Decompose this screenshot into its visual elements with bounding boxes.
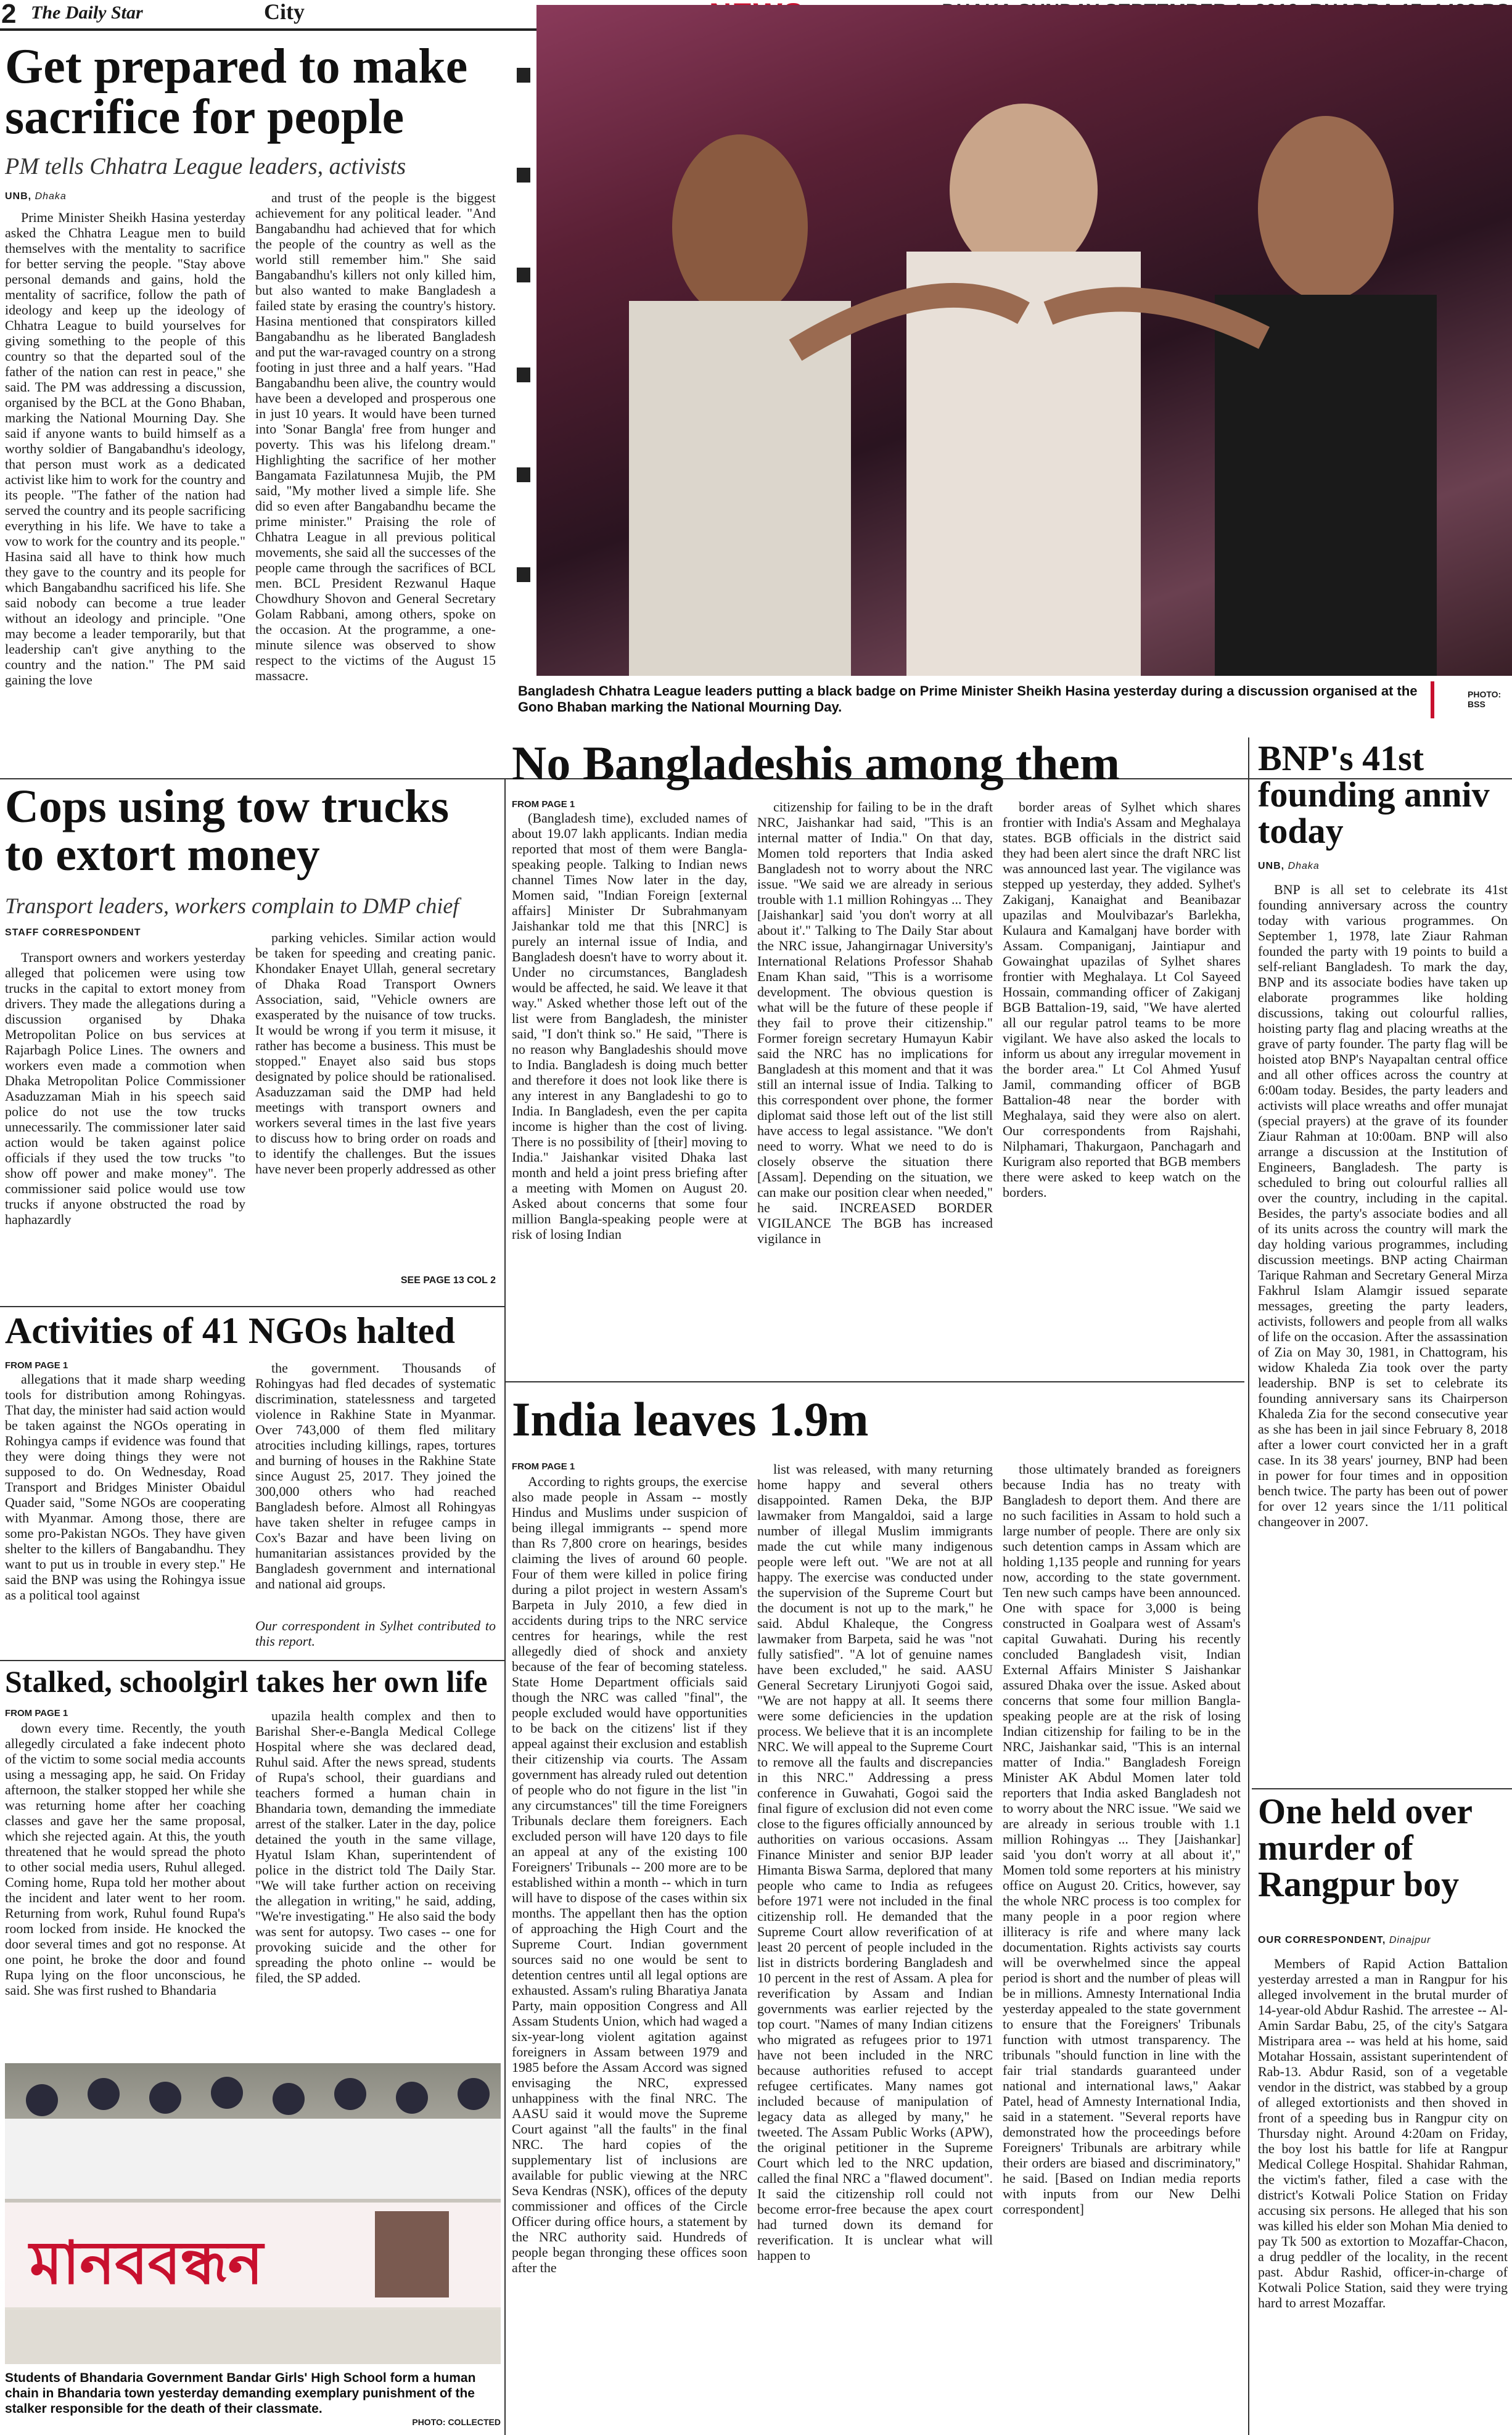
story5-col2: citizenship for failing to be in the draft NRC, Jaishankar had said, "This is an internal matter of India." On that day, Momen told reporters that India asked Bangladesh not to worry about the NRC issue. "We said we are already in serious trouble with 1.1 million Rohingyas ... They [Jaishankar] said 'you don't worry at all about it'." Talking to The Daily Star about the NRC issue, Jahangirnagar University's International Relations Professor Shahab Enam Khan said, "This is a worrisome development. The obvious question is what will be the future of these people if they fail to prove their citizenship." Former foreign secretary Humayun Kabir said the NRC has no implications for Bangladesh at this moment and that it was still an internal issue of India. Talking to this correspondent over phone, the former diplomat said those left out of the list still have access to legal assistance. "We don't need to worry. What we need to do is closely observe the situation there [Assam]. Depending on the situation, we can make our position clear when needed," he said. INCREASED BORDER VIGILANCE The BGB has increased vigilance in: [757, 799, 993, 1246]
story6-col3: those ultimately branded as foreigners because India has no treaty with Bangladesh to deport them. And there are no such facilities in Assam to hold such a large number of people. There are only six such detention camps in Assam which are holding 1,135 people and running for years now, according to the state government. Ten new such camps have been announced. One with space for 3,000 is being constructed in Goalpara west of Assam's capital Guwahati. During his recently concluded Bangladesh visit, Indian External Affairs Minister S Jaishankar assured Dhaka over the issue. Asked about concerns that some four million Bangla-speaking people are at the risk of losing Indian citizenship for failing to be in the NRC, Jaishankar said, "This is an internal matter of India." Bangladesh Foreign Minister AK Abdul Momen later told reporters that India asked Bangladesh not to worry about the NRC issue. "We said we are already in serious trouble with 1.1 million Rohingyas ... They [Jaishankar] said 'you don't worry at all about it'," Momen told some reporters at his ministry office on August 20. Critics, however, say the whole NRC process is too complex for many people in a poor region where illiteracy is rife and where many lack documentation. Rights activists say courts will be overwhelmed since the appeal period is short and the number of pleas will be in millions. Amnesty International India yesterday appealed to the state government to ensure that the Foreigners' Tribunals function with utmost transparency. The tribunals "should function in line with the fair trial standards guaranteed under national and international laws," Aakar Patel, head of Amnesty International India, said in a statement. "Several reports have demonstrated how the proceedings before Foreigners' Tribunals are arbitrary while their orders are biased and discriminatory," he said. [Based on Indian media reports with inputs from our New Delhi correspondent]: [1003, 1461, 1241, 2217]
decorative-bullets: [517, 68, 530, 667]
story7-body: BNP is all set to celebrate its 41st founding anniversary across the country today with various programmes. On September 1, 1978, late Ziaur Rahman founded the party with 19 points to build a self-reliant Bangladesh. To mark the day, BNP and its associate bodies have taken up elaborate programmes like holding discussions, taking out colourful rallies, hoisting party flag and placing wreaths at the grave of party founder. The party flag will be hoisted atop BNP's Nayapaltan central office and all other offices across the country at 6:00am today. Besides, the party leaders and activists will place wreaths and offer munajat (special prayers) at the grave of its founder Ziaur Rahman at 10:00am. BNP will also arrange a discussion at the Institution of Engineers, Bangladesh. The party is scheduled to bring out colourful rallies all over the country, including in the capital. Besides, the party's associate bodies and all of its units across the country will mark the day holding various programmes, including discussion meetings. BNP acting Chairman Tarique Rahman and Secretary General Mirza Fakhrul Islam Alamgir issued separate messages, greeting the party leaders, activists, followers and people from all walks of life on the occasion. After the assassination of Zia on May 30, 1981, in Chattogram, his widow Khaleda Zia took over the party leadership. BNP is set to celebrate its founding anniversary sans its Chairperson Khaleda Zia for the second consecutive year as she has been in jail since February 8, 2018 after a lower court convicted her in a graft case. In its 38 years' journey, BNP had been in power for four times and in opposition bench twice. The party has been out of power for over 12 years since the 1/11 political changeover in 2007.: [1258, 882, 1508, 1529]
photo-human-chain: [5, 2063, 501, 2364]
story1-byline: UNB, Dhaka: [5, 191, 67, 202]
story8-body: Members of Rapid Action Battalion yesterday arrested a man in Rangpur for his alleged involvement in the brutal murder of 14-year-old Abdur Rashid. The arrestee -- Al-Amin Sardar Babu, 25, of the city's Satgara Mistripara area -- was held at his home, said Motahar Hossain, assistant superintendent of Rab-13. Abdur Rasid, son of a vegetable vendor in the district, was stabbed by a group of alleged extortionists and then shoved in front of a speeding bus in Rangpur city on Thursday night. Around 4:20am on Friday, the boy lost his battle for life at Rangpur Medical College Hospital. Shahidar Rahman, the victim's father, filed a case with the district's Kotwali Police Station on Friday accusing six persons. He alleged that his son was killed his elder son Mohan Mia denied to pay Tk 500 as extortion to Mozaffar-Chacon, a drug peddler of the locality, in the recent past. Abdur Rashid, officer-in-charge of Kotwali Police Station, said they were trying hard to arrest Mozaffar.: [1258, 1956, 1508, 2310]
section-label: City: [264, 0, 305, 24]
story2-byline: STAFF CORRESPONDENT: [5, 927, 141, 938]
page-number: 2: [1, 0, 17, 29]
story6-headline: India leaves 1.9m: [512, 1392, 869, 1446]
story1-headline: Get prepared to make sacrifice for people: [5, 39, 468, 144]
story5-col1: (Bangladesh time), excluded names of about 19.07 lakh applicants. Indian media reported that most of them were Bangla-speaking people. Talking to Indian news channel Times Now later in the day, Momen said, "Indian Foreign [external affairs] Minister Dr Subrahmanyam Jaishankar told me that this [NRC] is purely an internal issue of India, and Bangladesh doesn't have to worry about it. Under no circumstances, Bangladesh would be affected, he said. We leave it that way." Asked whether those left out of the list were from Bangladesh, the minister said, "I don't think so." He said, "There is no reason why Bangladeshis should move to India. Bangladesh is doing much better and therefore it does not look like there is any interest in any Bangladeshi to go to India. In Bangladesh, even the per capita income is higher than the cost of living. There is no possibility of [their] moving to India." Jaishankar visited Dhaka last month and held a joint press briefing after a meeting with Momen on August 20. Asked about concerns that some four million Bangla-speaking people were at risk of losing Indian: [512, 810, 747, 1242]
divider: [1248, 737, 1249, 2435]
divider: [0, 1306, 504, 1307]
story1-deck: PM tells Chhatra League leaders, activists: [5, 154, 406, 179]
story4-headline: Stalked, schoolgirl takes her own life: [5, 1664, 488, 1699]
story4-col2: upazila health complex and then to Barishal Sher-e-Bangla Medical College Hospital where she was declared dead, Ruhul said. After the news spread, students of Rupa's school, their guardians and teachers formed a human chain in Bhandaria town, demanding the immediate arrest of the stalker. Later in the day, police detained the youth in the same village, Hyatul Islam Khan, superintendent of police in the district told The Daily Star. "We will take further action on receiving the allegation in writing," he said, adding, "We're investigating." He also said the body was sent for autopsy. Two cases -- one for provoking suicide and the other for spreading the photo online -- would be filed, the SP added.: [255, 1708, 496, 1985]
story3-note: Our correspondent in Sylhet contributed to this report.: [255, 1618, 496, 1649]
story6-col2: list was released, with many returning home happy and several others disappointed. Ramen Deka, the BJP lawmaker from Mangaldoi, said a large number of illegal Muslim immigrants made the cut while many indigenous people were left out. "We are not at all happy. The exercise was conducted under the supervision of the Supreme Court but the document is not up to the mark," he said. Abdul Khaleque, the Congress lawmaker from Barpeta, said he was "not fully satisfied". "A lot of genuine names have been excluded," he said. AASU General Secretary Lirunjyoti Gogoi said, "We are not happy at all. It seems there were some deficiencies in the updation process. We believe that it is an incomplete NRC. We will appeal to the Supreme Court to remove all the faults and discrepancies in this NRC." Addressing a press conference in Guwahati, Gogoi said the final figure of exclusion did not even come close to the figures officially announced by authorities on various occasions. Assam Finance Minister and senior BJP leader Himanta Biswa Sarma, deplored that many people who came to India as refugees before 1971 were not included in the final citizenship roll. He demanded that the Supreme Court allow reverification of at least 20 percent of people included in the list in districts bordering Bangladesh and 10 percent in the rest of Assam. A plea for reverification by Assam and Indian governments was earlier rejected by the top court. "Names of many Indian citizens who migrated as refugees prior to 1971 have not been included in the NRC because authorities refused to accept refugee certificates. Many names got included because of manipulation of legacy data as alleged by many," he tweeted. The Assam Public Works (APW), the original petitioner in the Supreme Court which led to the NRC updation, called the final NRC a "flawed document". It said the citizenship roll could not become error-free because the apex court had turned down its demand for reverification. It is unclear what will happen to: [757, 1461, 993, 2263]
story2-jump: SEE PAGE 13 COL 2: [400, 1275, 496, 1286]
story1-col2: and trust of the people is the biggest achievement for any political leader. "And Bangabandhu had achieved that for which the people of the country as well as the world still remember him." She said Bangabandhu's killers not only killed him, but also wanted to make Bangladesh a failed state by erasing the country's history. Hasina mentioned that conspirators killed Bangabandhu as he liberated Bangladesh and put the war-ravaged country on a strong footing in just three and a half years. "Had Bangabandhu been alive, the country would have been a developed and prosperous one in just 10 years. It would have been turned into 'Sonar Bangla' free from hunger and poverty. This was his lifelong dream." Highlighting the sacrifice of her mother Bangamata Fazilatunnesa Mujib, the PM said, "My mother lived a simple life. She did so even after Bangabandhu became the prime minister." Praising the role of Chhatra League in all previous political movements, she said all the successes of the people came through the sacrifices of BCL men. BCL President Rezwanul Haque Chowdhury Shovon and General Secretary Golam Rabbani, among others, spoke on the occasion. At the programme, a one-minute silence was observed to show respect to the victims of the August 15 massacre.: [255, 190, 496, 683]
divider: [506, 1381, 1244, 1382]
story3-headline: Activities of 41 NGOs halted: [5, 1310, 455, 1351]
story2-col2: parking vehicles. Similar action would be taken for speeding and creating panic. Khondaker Enayet Ullah, general secretary of Dhaka Road Transport Owners Association, said, "Vehicle owners are exasperated by the nuisance of tow trucks. It would be wrong if you term it misuse, it rather has become a business. This must be stopped." Enayet also said bus stops designated by police should be rationalised. Asaduzzaman said the DMP had held meetings with transport owners and workers several times in the last five years to discuss how to bring order on roads and to identify the challenges. But the issues have never been properly addressed as other: [255, 930, 496, 1176]
photo-pm-badge: [536, 5, 1512, 676]
caption-marker: [1431, 681, 1434, 718]
photo-illustration: [5, 2063, 501, 2364]
photo2-credit: PHOTO: COLLECTED: [412, 2417, 501, 2427]
story2-headline: Cops using tow trucks to extort money: [5, 781, 450, 881]
story3-from: FROM PAGE 1: [5, 1360, 68, 1371]
story8-byline: OUR CORRESPONDENT, Dinajpur: [1258, 1935, 1431, 1945]
photo2-caption: Students of Bhandaria Government Bandar Girls' High School form a human chain in Bhandaria town yesterday demanding exemplary punishment of the stalker responsible for the death of their classmate.: [5, 2371, 476, 2416]
story8-headline: One held over murder of Rangpur boy: [1258, 1791, 1472, 1905]
story4-col1: down every time. Recently, the youth allegedly circulated a fake indecent photo of the victim to some social media accounts using a messaging app, he said. On Friday afternoon, the stalker stopped her while she was returning home after her coaching classes and gave her the same proposal, which she rejected again. At this, the youth threatened that he would spread the photo to other social media users, Ruhul alleged. Coming home, Rupa told her mother about the incident and later went to her room. Returning from work, Ruhul found Rupa's room locked from inside. He knocked the door several times and got no response. At one point, he broke the door and found Rupa lying on the floor unconscious, he said. She was first rushed to Bhandaria: [5, 1720, 245, 1998]
story2-col1: Transport owners and workers yesterday alleged that policemen were using tow trucks in the capital to extort money from drivers. They made the allegations during a discussion organised by Dhaka Metropolitan Police on bus services at Rajarbagh Police Lines. The owners and workers even made a commotion when Dhaka Metropolitan Police Commissioner Asaduzzaman Miah in his speech said police do not use the tow trucks unnecessarily. The commissioner later said action would be taken against police officials if they used the tow trucks "to show off power and make money". The commissioner said police would use tow trucks if anyone obstructed the road by haphazardly: [5, 950, 245, 1227]
divider: [504, 778, 506, 2435]
story5-col3: border areas of Sylhet which shares frontier with India's Assam and Meghalaya states. BGB officials in the district said they had been alert since the draft NRC list was announced last year. The vigilance was stepped up yesterday, they added. Sylhet's Zakiganj, Kanaighat and Beanibazar upazilas and Moulvibazar's Barlekha, Kulaura and Kamalganj have border with Assam. Companiganj, Jaintiapur and Gowainghat upazilas of Sylhet shares frontier with Meghalaya. Lt Col Sayeed Hossain, commanding officer of Zakiganj BGB Battalion-19, said, "We have alerted all our regular patrol teams to be more vigilant. We have also asked the locals to inform us about any irregular movement in the border area." Lt Col Ahmed Yusuf Jamil, commanding officer of BGB Battalion-48 near the border with Meghalaya, said they were also on alert. Our correspondents from Rajshahi, Nilphamari, Thakurgaon, Panchagarh and Kurigram also reported that BGB members there were asked to keep watch on the borders.: [1003, 799, 1241, 1200]
protest-banner-text: মানববন্ধন: [30, 2228, 263, 2297]
story3-col2: the government. Thousands of Rohingyas had fled decades of systematic discrimination, statelessness and targeted violence in Rakhine State in Myanmar. Over 743,000 of them fled military atrocities including killings, rapes, tortures and burning of houses in the Rakhine State since August 25, 2017. They joined the 300,000 others who had reached Bangladesh before. Almost all Rohingyas have taken shelter in refugee camps in Cox's Bazar and have been living on humanitarian assistances provided by the Bangladesh government and international and national aid groups.: [255, 1360, 496, 1591]
story6-col1: According to rights groups, the exercise also made people in Assam -- mostly Hindus and Muslims under suspicion of being illegal immigrants -- spend more than Rs 7,800 crore on hearings, besides claiming the lives of around 60 people. Four of them were killed in police firing during a pilot project in western Assam's Barpeta in July 2010, a few died in accidents during trips to the NRC service centres for hearings, while the rest allegedly died of shock and anxiety because of the fear of becoming stateless. State Home Department officials said though the NRC was called "final", the people excluded would have opportunities to be back on the citizens' list if they appeal against their exclusion and establish their citizenship via courts. The Assam government has already ruled out detention of people who do not figure in the list "in any circumstances" till the time Foreigners Tribunals declare them foreigners. Each excluded person will have 120 days to file an appeal at any of the existing 100 Foreigners' Tribunals -- 200 more are to be established within a month -- which in turn will have to dispose of the cases within six months. The appellant then has the option of approaching the High Court and the Supreme Court. Indian government sources said no one would be sent to detention centres until all legal options are exhausted. Assam's ruling Bharatiya Janata Party, main opposition Congress and All Assam Students Union, which had waged a six-year-long violent agitation against foreigners in Assam between 1979 and 1985 before the Assam Accord was signed envisaging the NRC, expressed unhappiness with the final NRC. The AASU said it would move the Supreme Court against "all the faults" in the final NRC. The hard copies of the supplementary list of inclusions are available for public viewing at the NRC Seva Kendras (NSK), offices of the deputy commissioner and offices of the Circle Officer during office hours, a statement by the NRC authority said. Hundreds of people began thronging these offices soon after the: [512, 1474, 747, 2275]
divider: [1252, 1788, 1512, 1789]
story1-col1: Prime Minister Sheikh Hasina yesterday asked the Chhatra League men to build themselves with the mentality to sacrifice for better serving the people. "Stay above personal demands and gains, hold the mentality of sacrifice, follow the path of ideology and keep up the ideology of Chhatra League to build yourselves for giving something to the people of this country so that the departed soul of the father of the nation can rest in peace," she said. The PM was addressing a discussion, organised by the BCL at the Gono Bhaban, marking the National Mourning Day. She said if anyone wants to build himself as a worthy soldier of Bangabandhu's ideology, that person must work as a dedicated activist like him to work for the country and its people. "The father of the nation had served the country and its people sacrificing everything in his life. We have to take a vow to work for the country and its people." Hasina said all have to think how much they gave to the country and its people for which Bangabandhu sacrificed his life. She said nobody can become a true leader without an ideology and principle. "One may become a leader temporarily, but that leadership can't give anything to the country and the nation." The PM said gaining the love: [5, 210, 245, 688]
story7-byline: UNB, Dhaka: [1258, 861, 1320, 871]
story3-col1: allegations that it made sharp weeding tools for distribution among Rohingyas. That day, the minister had said action would be taken against the NGOs operating in Rohingya camps if evidence was found that they were doing things they were not supposed to do. On Wednesday, Road Transport and Bridges Minister Obaidul Quader said, "Some NGOs are cooperating with Myanmar. Among those, there are some pro-Pakistan NGOs. They have given shelter to the killers of Bangabandhu. They want to put us in trouble in every step." He said the BNP was using the Rohingya issue as a political tool against: [5, 1371, 245, 1603]
story7-headline: BNP's 41st founding anniv today: [1258, 738, 1490, 852]
photo-illustration: [536, 5, 1512, 676]
story6-from: FROM PAGE 1: [512, 1461, 575, 1472]
story5-headline: No Bangladeshis among them: [512, 736, 1120, 790]
story2-deck: Transport leaders, workers complain to DMP chief: [5, 893, 459, 918]
photo1-caption: Bangladesh Chhatra League leaders putting a black badge on Prime Minister Sheikh Hasina yesterday during a discussion organised at the Gono Bhaban marking the National Mourning Day.: [518, 683, 1418, 715]
photo1-credit: PHOTO: BSS: [1468, 689, 1502, 709]
divider: [0, 1660, 504, 1661]
paper-name: The Daily Star: [31, 2, 143, 23]
story4-from: FROM PAGE 1: [5, 1708, 68, 1718]
story5-from: FROM PAGE 1: [512, 799, 575, 810]
